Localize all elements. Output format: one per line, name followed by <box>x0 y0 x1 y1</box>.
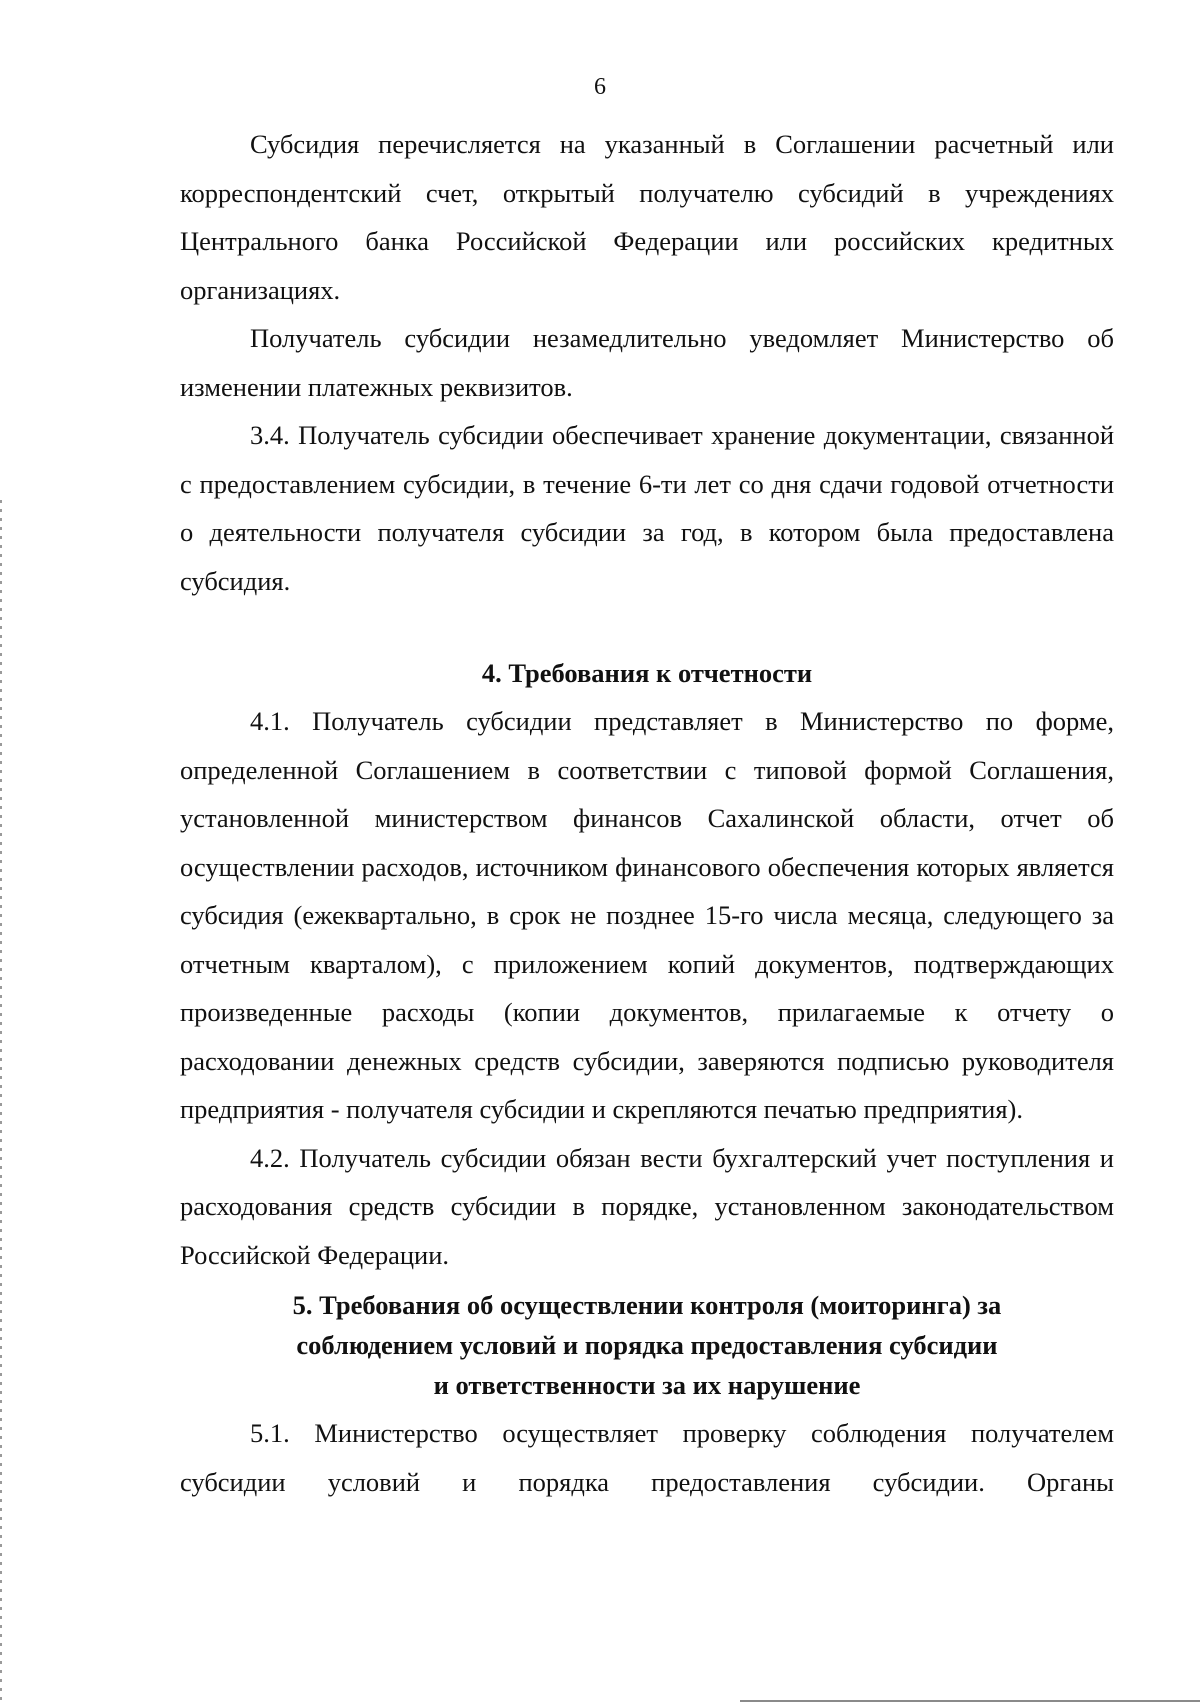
section-5-heading-line-1: 5. Требования об осуществлении контроля (моиторинга) за <box>292 1290 1002 1320</box>
paragraph-4-1: 4.1. Получатель субсидии представляет в Министерство по форме, определенной Соглашением в соответствии с типовой формой Соглашения, установленной министерством финансов Сахалинской области, отчет об осуществлении расходов, источником финансового обеспечения которых является субсидия (ежеквартально, в срок не позднее 15-го числа месяца, следующего за отчетным кварталом), с приложением копий документов, подтверждающих произведенные расходы (копии документов, прилагаемые к отчету о расходовании денежных средств субсидии, заверяются подписью руководителя предприятия - получателя субсидии и скрепляются печатью предприятия). <box>180 706 1114 1124</box>
paragraph-notify-requisites: Получатель субсидии незамедлительно уведомляет Министерство об изменении платежных реквизитов. <box>180 323 1114 402</box>
page-number: 6 <box>594 74 606 100</box>
section-4-heading: 4. Требования к отчетности <box>481 658 813 688</box>
section-spacer <box>180 605 1114 653</box>
section-5-heading-line-3: и ответственности за их нарушение <box>433 1370 861 1400</box>
section-5-heading <box>180 1285 1114 1405</box>
paragraph-4-2: 4.2. Получатель субсидии обязан вести бухгалтерский учет поступления и расходования средств субсидии в порядке, установленном законодательством Российской Федерации. <box>180 1142 1114 1270</box>
document-body <box>180 120 1114 1506</box>
section-5-heading-line-2: соблюдением условий и порядка предоставления субсидии <box>296 1330 998 1360</box>
paragraph-3-4: 3.4. Получатель субсидии обеспечивает хранение документации, связанной с предоставлением субсидии, в течение 6-ти лет со дня сдачи годовой отчетности о деятельности получателя субсидии за год, в котором была предоставлена субсидия. <box>180 420 1114 596</box>
paragraph-5-1: 5.1. Министерство осуществляет проверку соблюдения получателем субсидии условий и порядка предоставления субсидии. Органы <box>180 1418 1114 1497</box>
scan-edge-left <box>0 500 2 1700</box>
scan-edge-bottom <box>740 1700 1200 1702</box>
paragraph-subsidy-transfer: Субсидия перечисляется на указанный в Соглашении расчетный или корреспондентский счет, открытый получателю субсидий в учреждениях Центрального банка Российской Федерации или российских кредитных организациях. <box>180 129 1114 305</box>
